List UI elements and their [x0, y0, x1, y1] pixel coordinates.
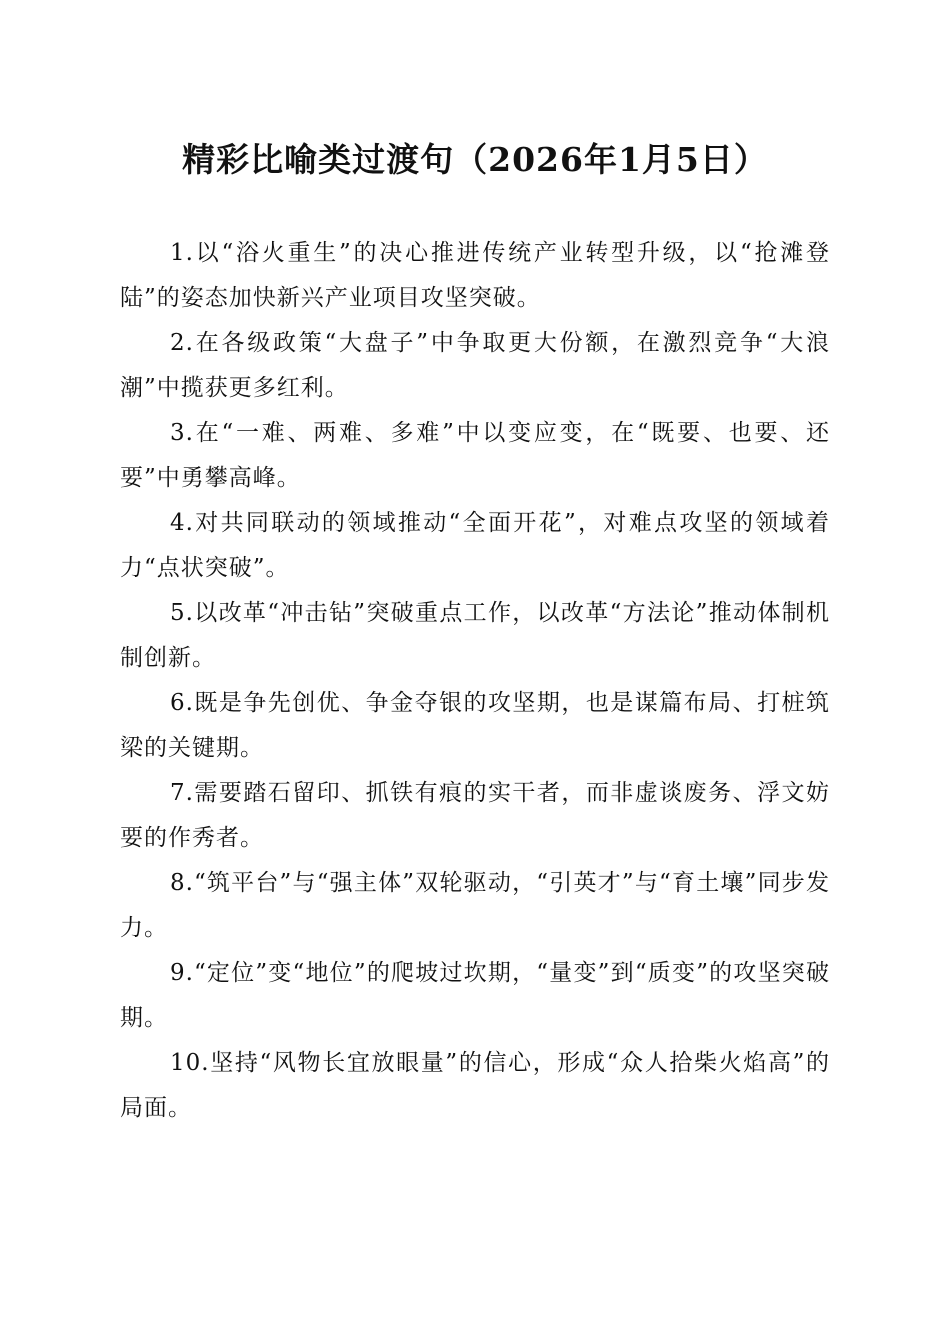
- paragraph-6: 6.既是争先创优、争金夺银的攻坚期，也是谋篇布局、打桩筑梁的关键期。: [120, 690, 830, 761]
- paragraph-5: 5.以改革“冲击钻”突破重点工作，以改革“方法论”推动体制机制创新。: [120, 600, 830, 671]
- paragraph-2: 2.在各级政策“大盘子”中争取更大份额，在激烈竞争“大浪潮”中揽获更多红利。: [120, 330, 830, 401]
- paragraph-9: 9.“定位”变“地位”的爬坡过坎期，“量变”到“质变”的攻坚突破期。: [120, 960, 830, 1031]
- paragraph-10: 10.坚持“风物长宜放眼量”的信心，形成“众人拾柴火焰高”的局面。: [120, 1050, 830, 1121]
- paragraph-8: 8.“筑平台”与“强主体”双轮驱动，“引英才”与“育土壤”同步发力。: [120, 870, 830, 941]
- paragraph-4: 4.对共同联动的领域推动“全面开花”，对难点攻坚的领域着力“点状突破”。: [120, 510, 830, 581]
- document-title: 精彩比喻类过渡句（2026年1月5日）: [182, 140, 768, 179]
- paragraph-7: 7.需要踏石留印、抓铁有痕的实干者，而非虚谈废务、浮文妨要的作秀者。: [120, 780, 830, 851]
- document-body: [120, 231, 830, 1131]
- paragraph-1: 1.以“浴火重生”的决心推进传统产业转型升级，以“抢滩登陆”的姿态加快新兴产业项目攻坚突破。: [120, 240, 830, 311]
- paragraph-3: 3.在“一难、两难、多难”中以变应变，在“既要、也要、还要”中勇攀高峰。: [120, 420, 830, 491]
